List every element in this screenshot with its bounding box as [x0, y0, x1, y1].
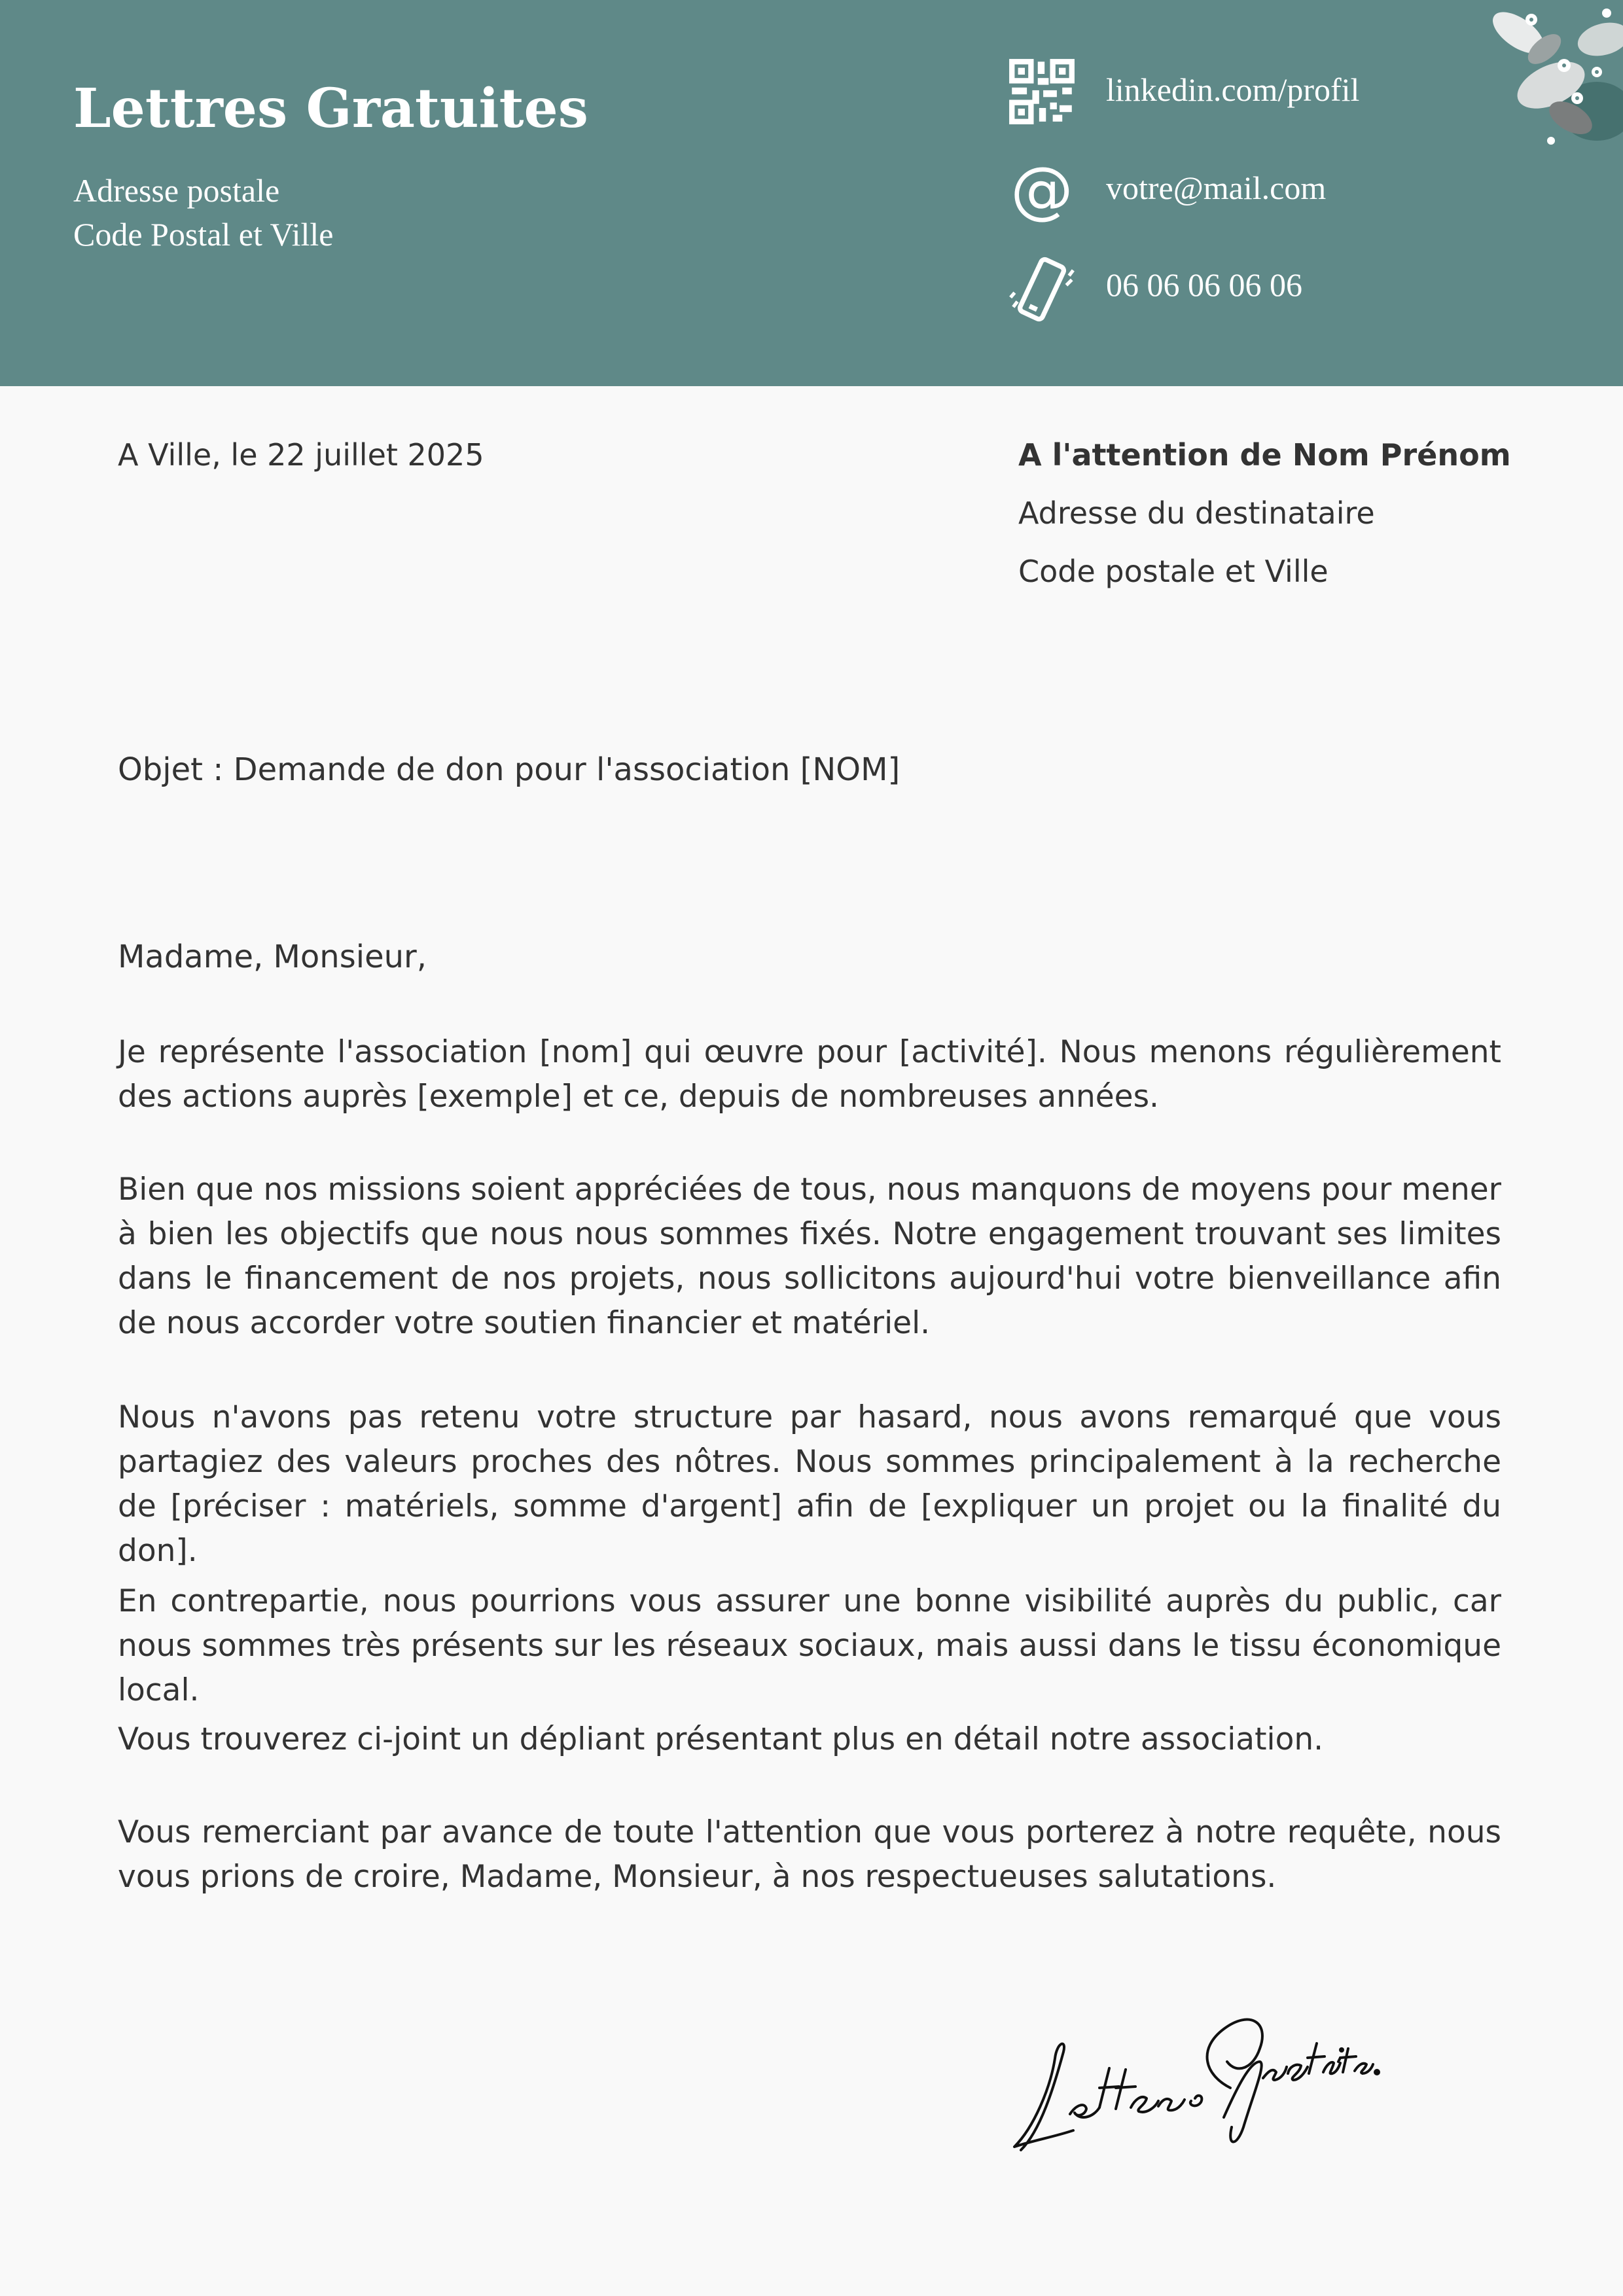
sender-city: Code Postal et Ville: [73, 216, 334, 253]
sender-name: Lettres Gratuites: [73, 77, 588, 140]
letter-header: [0, 0, 1623, 386]
body-paragraph: Vous remerciant par avance de toute l'attention que vous porterez à notre requête, nous vous prions de croire, Madame, Monsieur, à nos respectueuses salutations.: [118, 1814, 1501, 1895]
recipient-city: Code postale et Ville: [1018, 554, 1329, 589]
floral-decoration: [1472, 0, 1623, 157]
body-paragraph: Je représente l'association [nom] qui œuvre pour [activité]. Nous menons régulièrement des actions auprès [exemple] et ce, depuis de nombreuses années.: [118, 1034, 1501, 1115]
at-sign-icon: [1008, 157, 1076, 225]
phone-icon: [1008, 255, 1076, 323]
letter-subject: Objet : Demande de don pour l'association [NOM]: [118, 751, 901, 788]
recipient-address: Adresse du destinataire: [1018, 495, 1375, 531]
body-paragraph: Vous trouverez ci-joint un dépliant présentant plus en détail notre association.: [118, 1721, 1324, 1757]
handwritten-signature: [1001, 1990, 1381, 2160]
email-text: votre@mail.com: [1106, 170, 1327, 206]
sender-address: Adresse postale: [73, 172, 280, 209]
phone-text: 06 06 06 06 06: [1106, 266, 1302, 303]
body-paragraph: En contrepartie, nous pourrions vous assurer une bonne visibilité auprès du public, car nous sommes très présents sur les réseaux sociaux, mais aussi dans le tissu économique local.: [118, 1583, 1501, 1708]
qr-code-icon: [1008, 58, 1076, 126]
letter-date: A Ville, le 22 juillet 2025: [118, 437, 484, 473]
svg-text:@: @: [1010, 157, 1073, 225]
body-paragraph: Nous n'avons pas retenu votre structure par hasard, nous avons remarqué que vous partagiez des valeurs proches des nôtres. Nous sommes principalement à la recherche de [préciser : matériels, somme d'argent] afin de [expliquer un projet ou la finalité du don].: [118, 1399, 1501, 1569]
letter-salutation: Madame, Monsieur,: [118, 939, 427, 975]
recipient-name: A l'attention de Nom Prénom: [1018, 437, 1511, 473]
linkedin-text: linkedin.com/profil: [1106, 71, 1360, 108]
body-paragraph: Bien que nos missions soient appréciées de tous, nous manquons de moyens pour mener à bien les objectifs que nous nous sommes fixés. Notre engagement trouvant ses limites dans le financement de nos projets, nous sollicitons aujourd'hui votre bienveillance afin de nous accorder votre soutien financier et matériel.: [118, 1172, 1501, 1341]
